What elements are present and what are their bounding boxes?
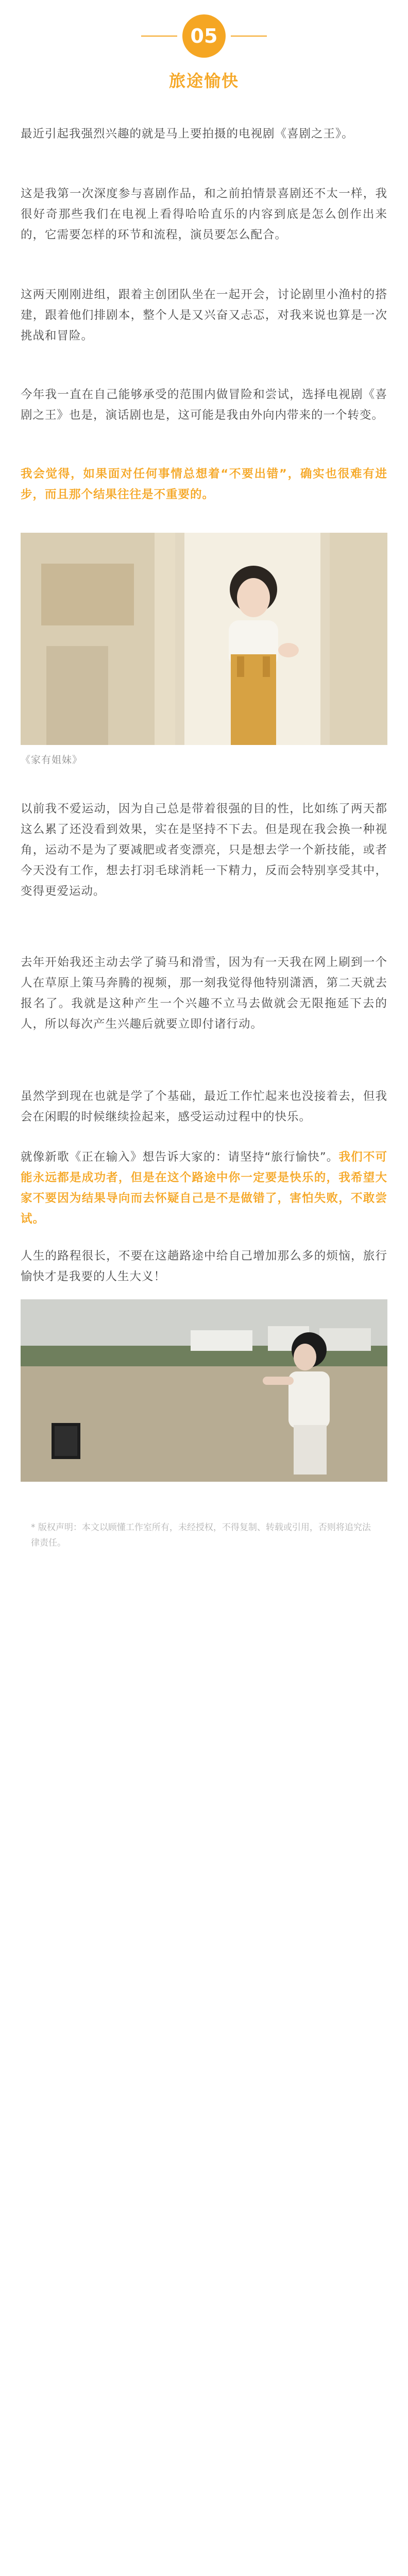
photo-caption: 《家有姐妹》 [21,754,83,766]
paragraph-mixed-highlight: 我们不可能永远都是成功者，但是在这个路途中你一定要是快乐的，我希望大家不要因为结果导向而去怀疑自己是不是做错了，害怕失败，不敢尝试。 [21,1150,387,1226]
section-title: 旅途愉快 [168,71,239,91]
paragraph-mixed [21,1147,387,1229]
photo-sand-image [21,1299,387,1482]
section-number-badge: 05 [182,14,226,58]
paragraph-1: 最近引起我强烈兴趣的就是马上要拍摄的电视剧《喜剧之王》。 [21,127,354,141]
paragraph-7: 虽然学到现在也就是学了个基础，最近工作忙起来也没接着去，但我会在闲暇的时候继续捡起来，感受运动过程中的快乐。 [21,1090,387,1124]
highlight-paragraph: 我会觉得，如果面对任何事情总想着“不要出错”，确实也很难有进步，而且那个结果往往是不重要的。 [21,467,387,501]
paragraph-closing: 人生的路程很长，不要在这趟路途中给自己增加那么多的烦恼，旅行愉快才是我要的人生大义！ [21,1249,387,1283]
copyright-notice: * 版权声明：本文以顾懂工作室所有，未经授权，不得复制、转载或引用，否则将追究法律责任。 [31,1522,371,1548]
paragraph-5: 以前我不爱运动，因为自己总是带着很强的目的性，比如练了两天都这么累了还没看到效果，实在是坚持不下去。但是现在我会换一种视角，运动不是为了要减肥或者变漂亮，只是想去学一个新技能，或者今天没有工作，想去打羽毛球消耗一下精力，反而会特别享受其中，变得更爱运动。 [21,802,387,898]
paragraph-2: 这是我第一次深度参与喜剧作品，和之前拍情景喜剧还不太一样，我很好奇那些我们在电视上看得哈哈直乐的内容到底是怎么创作出来的，它需要怎样的环节和流程，演员要怎么配合。 [21,187,387,242]
section-header [0,14,408,92]
photo-doorway [21,533,387,745]
paragraph-mixed-plain: 就像新歌《正在输入》想告诉大家的：请坚持“旅行愉快”。 [21,1150,339,1164]
photo-doorway-image [21,533,387,745]
paragraph-6: 去年开始我还主动去学了骑马和滑雪，因为有一天我在网上刷到一个人在草原上策马奔腾的视频，那一刻我觉得他特别潇洒，第二天就去报名了。我就是这种产生一个兴趣不立马去做就会无限拖延下去的人，所以每次产生兴趣后就要立即付诸行动。 [21,956,387,1031]
paragraph-3: 这两天刚刚进组，跟着主创团队坐在一起开会，讨论剧里小渔村的搭建，跟着他们排剧本，整个人是又兴奋又忐忑，对我来说也算是一次挑战和冒险。 [21,288,387,343]
photo-sand [21,1299,387,1482]
paragraph-4: 今年我一直在自己能够承受的范围内做冒险和尝试，选择电视剧《喜剧之王》也是，演话剧也是，这可能是我由外向内带来的一个转变。 [21,388,387,422]
